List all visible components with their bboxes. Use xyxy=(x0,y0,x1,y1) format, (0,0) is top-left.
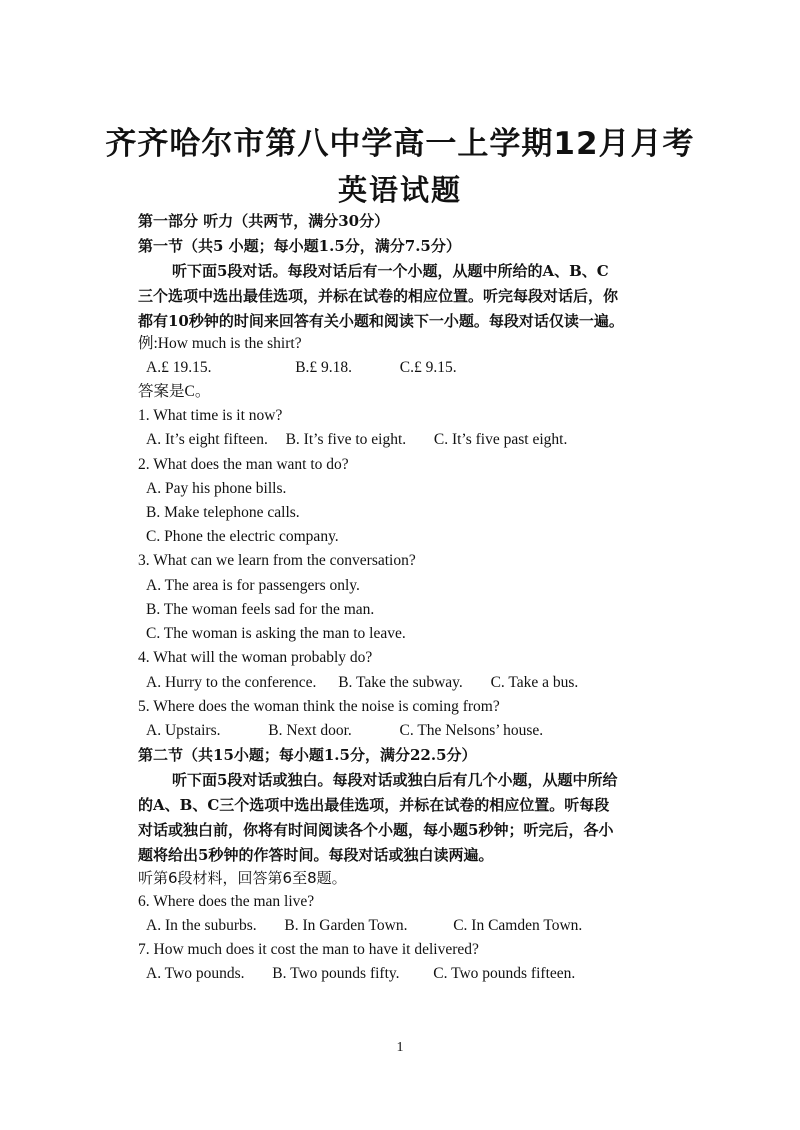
q2-option-b: B. Make telephone calls. xyxy=(146,504,300,521)
example-option-a: A.£ 19.15. xyxy=(146,359,212,376)
section1-instruction-3: 都有10秒钟的时间来回答有关小题和阅读下一小题。每段对话仅读一遍。 xyxy=(138,312,624,330)
q6-option-c: C. In Camden Town. xyxy=(453,917,583,934)
question-1: 1. What time is it now? xyxy=(138,407,283,424)
question-6: 6. Where does the man live? xyxy=(138,893,315,910)
section2-instruction-4: 题将给出5秒钟的作答时间。每段对话或独白读两遍。 xyxy=(138,846,494,864)
q1-option-a: A. It’s eight fifteen. xyxy=(146,431,268,448)
example-question: 例:How much is the shirt? xyxy=(138,335,302,352)
section2-instruction-1: 听下面5段对话或独白。每段对话或独白后有几个小题，从题中所给 xyxy=(172,771,618,789)
question-4-options xyxy=(146,673,578,693)
q1-option-b: B. It’s five to eight. xyxy=(285,431,407,448)
q4-option-a: A. Hurry to the conference. xyxy=(146,674,317,691)
question-3: 3. What can we learn from the conversation? xyxy=(138,552,416,569)
exam-title-line2: 英语试题 xyxy=(337,173,462,207)
exam-title-line1: 齐齐哈尔市第八中学高一上学期12月月考 xyxy=(105,126,695,162)
q4-option-b: B. Take the subway. xyxy=(338,674,463,691)
q3-option-c: C. The woman is asking the man to leave. xyxy=(146,625,406,642)
question-7-options xyxy=(146,964,575,984)
example-options xyxy=(146,358,457,378)
q2-option-a: A. Pay his phone bills. xyxy=(146,480,287,497)
q6-option-b: B. In Garden Town. xyxy=(284,917,408,934)
q5-option-b: B. Next door. xyxy=(268,722,352,739)
q7-option-c: C. Two pounds fifteen. xyxy=(433,965,576,982)
page-number: 1 xyxy=(396,1040,404,1055)
material-note: 听第6段材料，回答第6至8题。 xyxy=(138,869,347,887)
q7-option-a: A. Two pounds. xyxy=(146,965,245,982)
question-2: 2. What does the man want to do? xyxy=(138,456,349,473)
part1-heading: 第一部分 听力（共两节，满分30分） xyxy=(138,212,390,230)
q6-option-a: A. In the suburbs. xyxy=(146,917,257,934)
q3-option-a: A. The area is for passengers only. xyxy=(146,577,360,594)
q2-option-c: C. Phone the electric company. xyxy=(146,528,339,545)
question-4: 4. What will the woman probably do? xyxy=(138,649,373,666)
question-5-options xyxy=(146,721,543,741)
section1-instruction-2: 三个选项中选出最佳选项，并标在试卷的相应位置。听完每段对话后，你 xyxy=(138,287,619,305)
q5-option-a: A. Upstairs. xyxy=(146,722,221,739)
q7-option-b: B. Two pounds fifty. xyxy=(272,965,400,982)
question-6-options xyxy=(146,916,582,936)
question-1-options xyxy=(146,430,567,450)
example-option-b: B.£ 9.18. xyxy=(295,359,353,376)
section2-instruction-2: 的A、B、C三个选项中选出最佳选项，并标在试卷的相应位置。听每段 xyxy=(138,796,610,814)
section2-instruction-3: 对话或独白前，你将有时间阅读各个小题，每小题5秒钟；听完后，各小 xyxy=(138,821,614,839)
q3-option-b: B. The woman feels sad for the man. xyxy=(146,601,375,618)
example-option-c: C.£ 9.15. xyxy=(399,359,457,376)
q4-option-c: C. Take a bus. xyxy=(490,674,579,691)
q1-option-c: C. It’s five past eight. xyxy=(433,431,568,448)
question-7: 7. How much does it cost the man to have it delivered? xyxy=(138,941,479,958)
section1-instruction-1: 听下面5段对话。每段对话后有一个小题，从题中所给的A、B、C xyxy=(172,262,609,280)
question-5: 5. Where does the woman think the noise is coming from? xyxy=(138,698,500,715)
section2-heading: 第二节（共15小题；每小题1.5分，满分22.5分） xyxy=(138,746,477,764)
section1-heading: 第一节（共5 小题；每小题1.5分，满分7.5分） xyxy=(138,237,461,255)
example-answer: 答案是C。 xyxy=(138,383,211,400)
q5-option-c: C. The Nelsons’ house. xyxy=(399,722,544,739)
